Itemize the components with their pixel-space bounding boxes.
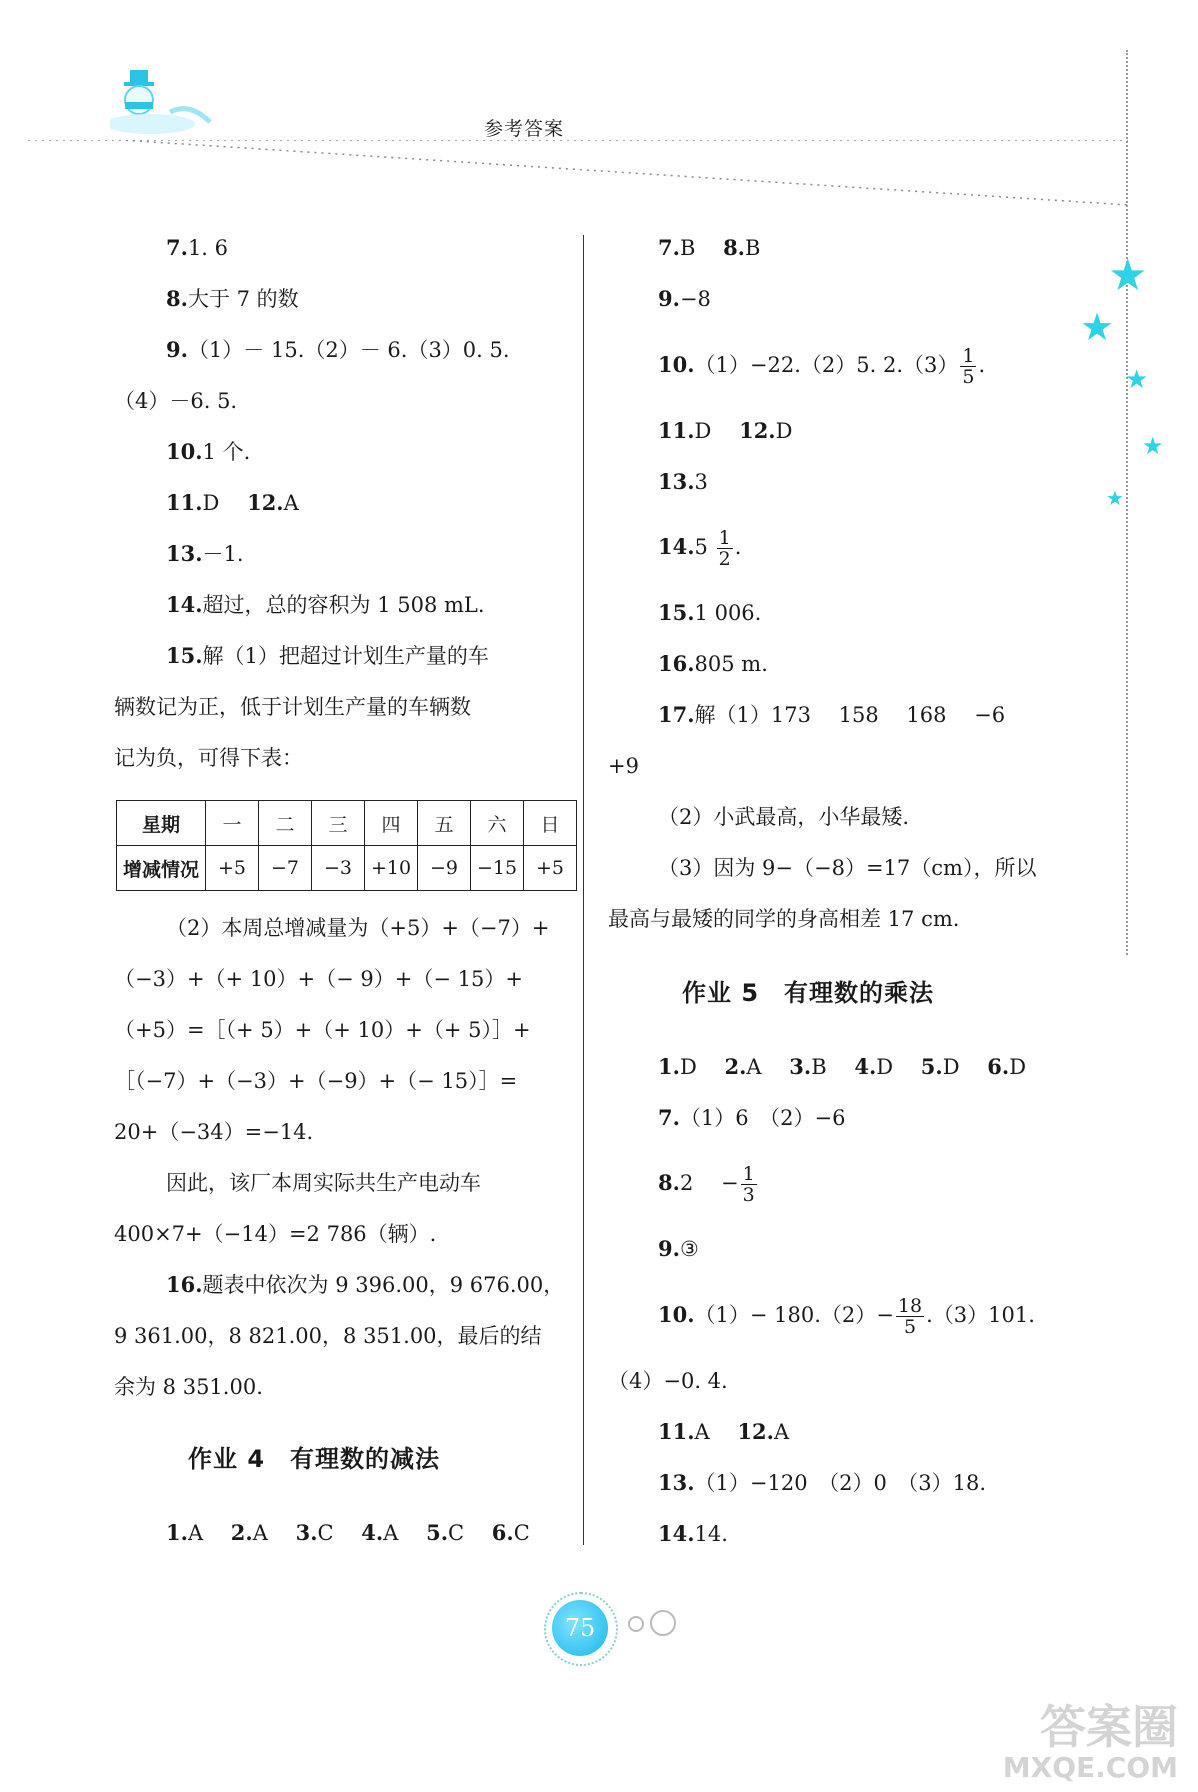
answer-text: ③ [679,1237,699,1261]
table-cell: 一 [206,801,259,846]
answer-line [166,1518,530,1548]
table-cell: 二 [259,801,312,846]
star-icon: ★ [1125,365,1149,395]
table-cell: +10 [365,846,418,891]
answer-line [658,598,761,628]
item-number: 4. [361,1520,384,1545]
star-icon: ★ [1108,250,1148,301]
answer-line [658,1103,845,1133]
answer-text: A [383,1521,420,1545]
table-cell: −9 [418,846,471,891]
item-number: 5. [920,1054,943,1079]
answer-text: 805 m. [694,652,768,676]
item-number: 7. [658,235,680,260]
answer-line [166,641,489,671]
item-number: 7. [166,235,188,260]
answer-text: +9 [608,754,639,778]
section-title: 作业 5 有理数的乘法 [682,979,935,1007]
denominator: 5 [903,1316,917,1338]
answer-text: （1）− 180.（2）− [694,1303,894,1327]
numerator: 1 [718,527,731,549]
answer-text: A [773,1420,790,1444]
answer-text: 1 个. [202,440,251,464]
answer-line [658,802,909,832]
denominator: 2 [718,548,731,570]
watermark-logo: 答案圈 [1040,1700,1178,1754]
item-number: 9. [658,286,680,311]
answer-text: D [942,1055,981,1079]
answer-text: . [734,535,742,559]
table-cell: −15 [471,846,524,891]
table-cell: +5 [206,846,259,891]
item-number: 17. [658,702,695,727]
right-dotted-border [1126,50,1130,955]
answer-line [166,335,510,365]
answer-line [658,1164,759,1205]
answer-text: （2）本周总增减量为（+5）+（−7）+ [166,916,550,940]
answer-text: D [876,1055,915,1079]
item-number: 14. [166,592,203,617]
answer-text: （1）－ 15.（2）－ 6.（3）0. 5. [187,338,510,362]
answer-text: （4）－6. 5. [114,389,238,413]
answer-line [166,539,244,569]
star-icon: ★ [1106,486,1124,510]
item-number: 10. [166,439,203,464]
answer-line [658,233,760,263]
numerator: 18 [897,1295,923,1317]
answer-text: 解（1）把超过计划生产量的车 [202,644,489,668]
item-number: 8. [166,286,188,311]
item-number: 11. [166,490,203,515]
answer-line [658,346,985,387]
answer-text: B [745,236,761,260]
item-number: 9. [166,337,188,362]
header-dotted-line [28,140,1128,210]
item-number: 6. [491,1520,514,1545]
answer-line [658,649,768,679]
item-number: 1. [658,1054,680,1079]
answer-text: 3 [694,470,708,494]
answer-line [166,1270,564,1300]
item-number: 9. [658,1236,680,1261]
item-number: 10. [658,1302,695,1327]
answer-text: −8 [679,287,711,311]
item-number: 15. [166,643,203,668]
answer-line [608,751,639,781]
item-number: 1. [166,1520,188,1545]
answer-text: A [283,491,299,515]
answer-text: （3）因为 9−（−8）=17（cm），所以 [658,856,1037,880]
table-cell: 四 [365,801,418,846]
answer-line [114,1117,313,1147]
table-cell: 六 [471,801,524,846]
answer-line [658,1417,789,1447]
answer-text: C [513,1521,530,1545]
item-number: 10. [658,352,695,377]
header-title: 参考答案 [484,118,565,140]
answer-text: D [1009,1055,1027,1079]
answer-line [166,233,228,263]
section-title: 作业 4 有理数的减法 [188,1445,441,1473]
item-number: 16. [166,1272,203,1297]
table-row [117,846,577,891]
answer-text: （−3）+（+ 10）+（− 9）+（− 15）+ [114,967,523,991]
answer-line [166,1168,481,1198]
watermark-url: MXQE.COM [1002,1751,1178,1784]
answer-text: （1）−22.（2）5. 2.（3） [694,353,959,377]
fraction [717,528,733,569]
answer-text: B [811,1055,848,1079]
answer-line [166,437,250,467]
answer-text: （1）6 （2）−6 [679,1106,846,1130]
answer-text: D [694,419,733,443]
answer-text: 记为负，可得下表： [114,746,303,770]
answer-line [658,1519,728,1549]
answer-text: A [694,1420,731,1444]
numerator: 1 [742,1163,755,1185]
answer-line [658,467,708,497]
answer-text: 14. [694,1522,728,1546]
table-cell: 增减情况 [117,846,206,891]
item-number: 15. [658,600,695,625]
answer-text: 2 − [679,1171,739,1195]
item-number: 13. [166,541,203,566]
numerator: 1 [962,345,975,367]
decor-circle [628,1616,644,1632]
answer-text: （4）−0. 4. [608,1369,728,1393]
answer-line [658,853,1036,883]
answer-line [114,964,523,994]
answer-line [114,743,303,773]
answer-text: －1. [202,542,244,566]
table-cell: 星期 [117,801,206,846]
page-number: 75 [552,1600,608,1656]
answer-line [114,1219,436,1249]
table-cell: 三 [312,801,365,846]
answer-text: 1. 6 [187,236,229,260]
answer-text: 题表中依次为 9 396.00，9 676.00， [202,1273,565,1297]
answer-line [658,1052,1026,1082]
table-cell: −3 [312,846,365,891]
table-cell: 日 [524,801,577,846]
answer-text: A [252,1521,289,1545]
answer-text: D [679,1055,718,1079]
answer-text: C [448,1521,486,1545]
answer-line [114,1321,542,1351]
answer-text: 因此，该厂本周实际共生产电动车 [166,1171,481,1195]
column-divider [583,235,584,1545]
answer-line [114,1372,263,1402]
answer-text: 余为 8 351.00. [114,1375,263,1399]
item-number: 13. [658,469,695,494]
answer-text: D [202,491,241,515]
item-number: 2. [230,1520,253,1545]
snowman-decoration [110,62,200,132]
answer-line [658,1234,699,1264]
answer-text: B [679,236,717,260]
denominator: 5 [962,366,975,388]
item-number: 2. [724,1054,747,1079]
star-icon: ★ [1080,305,1115,349]
star-icon: ★ [1142,432,1164,460]
fraction [896,1296,924,1337]
item-number: 14. [658,1521,695,1546]
answer-line [114,1066,517,1096]
item-number: 14. [658,534,695,559]
item-number: 8. [658,1170,680,1195]
answer-text: 9 361.00，8 821.00，8 351.00，最后的结 [114,1324,542,1348]
item-number: 3. [295,1520,318,1545]
item-number: 12. [739,418,776,443]
table-cell: +5 [524,846,577,891]
item-number: 7. [658,1105,680,1130]
answer-text: （+5）=［（+ 5）+（+ 10）+（+ 5）］+ [114,1018,531,1042]
table-row [117,801,577,846]
watermark [1003,1702,1178,1784]
answer-text: C [317,1521,355,1545]
answer-text: D [775,419,793,443]
item-number: 16. [658,651,695,676]
answer-text: 5 [694,535,715,559]
answer-line [658,284,711,314]
answer-line [166,590,485,620]
answer-line [166,913,549,943]
answer-line [658,1296,1035,1337]
answer-text: 解（1）173 158 168 −6 [694,703,1006,727]
answer-line [114,386,237,416]
fraction [960,346,976,387]
item-number: 5. [426,1520,449,1545]
answer-line [658,1468,986,1498]
fraction [741,1164,757,1205]
answer-text: . [978,353,986,377]
answer-line [658,416,792,446]
answer-text: 辆数记为正，低于计划生产量的车辆数 [114,695,471,719]
answer-line [166,488,299,518]
answer-text: .（3）101. [926,1303,1035,1327]
item-number: 4. [854,1054,877,1079]
decor-circle [650,1610,676,1636]
item-number: 3. [789,1054,812,1079]
answer-text: 最高与最矮的同学的身高相差 17 cm. [608,907,960,931]
item-number: 12. [737,1419,774,1444]
answer-line [114,692,471,722]
item-number: 11. [658,1419,695,1444]
table-cell: −7 [259,846,312,891]
item-number: 12. [247,490,284,515]
item-number: 11. [658,418,695,443]
item-number: 6. [987,1054,1010,1079]
answer-text: A [187,1521,225,1545]
answer-text: 超过，总的容积为 1 508 mL. [202,593,485,617]
answer-text: 20+（−34）=−14. [114,1120,314,1144]
table-cell: 五 [418,801,471,846]
denominator: 3 [742,1184,755,1206]
answer-line [608,1366,728,1396]
answer-line [658,700,1005,730]
answer-text: ［（−7）+（−3）+（−9）+（− 15）］= [114,1069,518,1093]
answer-text: 400×7+（−14）=2 786（辆）. [114,1222,437,1246]
answer-text: 大于 7 的数 [187,287,299,311]
answer-line [608,904,959,934]
item-number: 13. [658,1470,695,1495]
answer-line [114,1015,531,1045]
answer-line [166,284,299,314]
answer-text: （1）−120 （2）0 （3）18. [694,1471,987,1495]
item-number: 8. [723,235,745,260]
answer-text: （2）小武最高，小华最矮. [658,805,910,829]
answer-line [658,528,741,569]
answer-text: A [746,1055,783,1079]
answer-text: 1 006. [694,601,762,625]
weekly-change-table [116,800,577,891]
